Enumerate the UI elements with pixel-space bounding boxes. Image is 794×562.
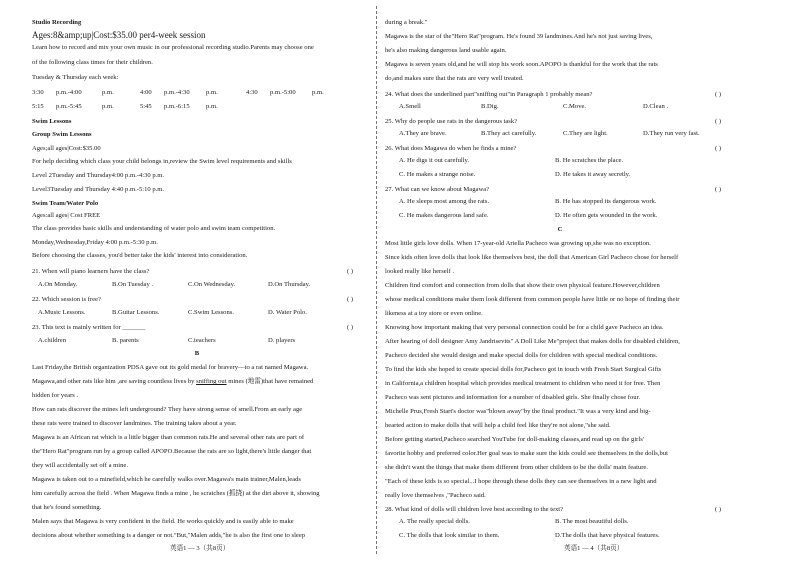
q26-option-c: C. He makes a strange noise. [399,171,476,178]
para-line: Knowing how important making that very personal connection could be for a child gave Pacheco an idea. [385,324,664,331]
para-line: decisions about whether something is a danger or not."But,"Malen adds,"he is also the first one to sleep [32,532,306,539]
q25-option-d: D.They run very fast. [643,130,700,137]
para-line: Tuesday & Thursday each week: [32,74,119,81]
q27-option-d: D. He often gets wounded in the work. [555,212,658,219]
question-21: 21. When will piano learners have the class? [32,268,150,275]
answer-bracket: ( ) [715,145,722,152]
para-line: they will accidentally set off a mine. [32,462,129,469]
para-line: Magawa is the star of the"Hero Rat"program. He's found 39 landmines.And he's not just saving lives, [385,33,653,40]
q22-option-b: B.Guitar Lessons. [112,309,160,316]
q26-option-d: D. He takes it away secretly. [555,171,631,178]
para-line: Learn how to record and mix your own music in our professional recording studio.Parents may choose one [32,44,314,51]
para-line: Last Friday,the British organization PDSA gave out its gold medal for bravery—to a rat named Magawa. [32,364,309,371]
question-23: 23. This text is mainly written for _______ [32,324,146,331]
question-25: 25. Why do people use rats in the dangerous task? [385,118,518,125]
answer-bracket: ( ) [347,296,354,303]
q22-option-c: C.Swim Lessons. [188,309,234,316]
question-26: 26. What does Magawa do when he finds a mine? [385,145,517,152]
para-line: she didn't want the things that make them different from other children to be the dolls' main feature. [385,464,648,471]
q23-option-b: B. parents [112,337,139,344]
para-line: "Each of these kids is so special...I hope through these dolls they can see themselves in a new light and [385,478,657,485]
section-title-studio-recording: Studio Recording [32,19,82,26]
answer-bracket: ( ) [715,91,722,98]
q21-option-a: A.On Monday. [38,281,78,288]
q28-option-b: B. The most beautiful dolls. [555,518,629,525]
para-line: Pacheco was sent pictures and information for a number of disabled girls. She finally chose four. [385,394,641,401]
para-line: Children find comfort and connection from dolls that show their own physical feature.However,children [385,282,660,289]
para-line: Malen says that Magawa is very confident in the field. He works quickly and is easily able to make [32,518,294,525]
para-line: favorite hobby and preferred color.Her goal was to make sure the kids could see themselves in the dolls,but [385,450,668,457]
underlined-phrase: sniffing out [196,378,227,385]
q24-option-c: C.Move. [563,103,587,110]
para-line: Level3Tuesday and Thursday 4:40 p.m.-5:10 p.m. [32,186,165,193]
section-title-group-swim: Group Swim Lessons [32,131,92,138]
column-divider [376,6,377,554]
para-line: the"Hero Rat"program run by a group called APOPO.Because the rats are so light,there's little danger that [32,448,312,455]
q27-option-c: C. He makes dangerous land safe. [399,212,489,219]
q22-option-d: D. Water Polo. [268,309,307,316]
para-line: Level 2Tuesday and Thursday4:00 p.m.-4:30 p.m. [32,172,165,179]
section-title-swim-lessons: Swim Lessons [32,118,72,125]
q28-option-c: C. The dolls that look similar to them. [399,532,500,539]
q22-option-a: A.Music Lessons. [38,309,86,316]
q25-option-c: C.They are light. [563,130,608,137]
q23-option-c: C.teachers [188,337,216,344]
para-line: in California,a children hospital which provides medical treatment to children who need it for free. Then [385,380,661,387]
section-label-c: C [557,226,563,233]
para-line: he's also making dangerous land usable again. [385,47,507,54]
answer-bracket: ( ) [347,324,354,331]
para-line: After hearing of doll designer Amy Jandrisevits" A Doll Like Me"project that makes dolls for disabled children, [385,338,680,345]
q24-option-a: A.Smell [399,103,421,110]
para-line: Magawa,and other rats like him ,are saving countless lives by sniffing out mines (地雷)that have remained [32,378,314,385]
answer-bracket: ( ) [715,186,722,193]
para-line: Pacheco decided she would design and make special dolls for children with special medical conditions. [385,352,658,359]
para-line: do,and makes sure that the rats are very well treated. [385,75,524,82]
q25-option-b: B.They act carefully. [481,130,537,137]
q28-option-a: A. The really special dolls. [399,518,470,525]
para-line: really love themselves ,"Pacheco said. [385,492,486,499]
q25-option-a: A.They are brave. [399,130,447,137]
question-27: 27. What can we know about Magawa? [385,186,490,193]
para-line: To find the kids she hoped to create special dolls for,Pacheco got in touch with Fresh Start Surgical Gifts [385,366,662,373]
para-line: Michelle Prus,Fresh Start's doctor was"blown away"by the final product."It was a very kind and big- [385,408,651,415]
page-footer-right: 英语1 — 4（共8页） [564,545,624,552]
question-22: 22. Which session is free? [32,296,101,303]
section-title-swim-team: Swim Team/Water Polo [32,200,99,207]
q23-option-d: D. players [268,337,296,344]
para-line: The class provides basic skills and understanding of water polo and swim team competition. [32,225,276,232]
q21-option-d: D.On Thursday. [268,281,311,288]
para-line: likeness at a toy store or even online. [385,310,483,317]
para-line: hearted action to make dolls that will help a child feel like they're not alone,"she said. [385,422,611,429]
answer-bracket: ( ) [715,506,722,513]
q26-option-a: A. He digs it out carefully. [399,157,470,164]
q24-option-b: B.Dig. [481,103,499,110]
question-28: 28. What kind of dolls will children love best according to the text? [385,506,564,513]
para-line: Ages;all ages|Cost:$35.00 [32,145,101,152]
para-line: Magawa is seven years old,and he will stop his work soon.APOPO is thankful for the work that the rats [385,61,658,68]
para-line: looked really like herself . [385,268,455,275]
para-line: Monday,Wednesday,Friday 4:00 p.m.-5:30 p.m. [32,239,158,246]
para-line: that he's found something. [32,504,102,511]
para-line: Before getting started,Pacheco searched YouTube for doll-making classes,and read up on the girls' [385,436,644,443]
q26-option-b: B. He scratches the place. [555,157,624,164]
studio-ages-cost: Ages:8&amp;up|Cost:$35.00 per4-week session [32,30,206,40]
para-line: of the following class times for their children. [32,59,153,66]
para-line: How can rats discover the mines left underground? They have strong sense of smell.From an early age [32,406,303,413]
q21-option-c: C.On Wednesday. [188,281,236,288]
para-line: Magawa is taken out to a minefield,which he carefully walks over.Magawa's main trainer,Malen,leads [32,476,301,483]
q27-option-b: B. He has stopped its dangerous work. [555,198,657,205]
q23-option-a: A.children [38,337,67,344]
answer-bracket: ( ) [347,268,354,275]
para-line: Most little girls love dolls. When 17-year-old Ariella Pacheco was growing up,she was no exception. [385,240,651,247]
para-line: Before choosing the classes, you'd better take the kids' interest into consideration. [32,252,248,259]
q27-option-a: A. He sleeps most among the rats. [399,198,490,205]
q21-option-b: B.On Tuesday . [112,281,154,288]
answer-bracket: ( ) [715,118,722,125]
para-line: For help deciding which class your child belongs in,review the Swim level requirements and skills [32,158,292,165]
question-24: 24. What does the underlined part"sniffing out"in Paragraph 1 probably mean? [385,91,593,98]
section-label-b: B [194,350,200,357]
para-line: Since kids often love dolls that look like themselves best, the doll that American Girl Pacheco chose for herself [385,254,679,261]
para-line: during a break." [385,19,428,26]
para-line: him carefully across the field . When Magawa finds a mine , he scratches (抓挠) at the dirt above it, showing [32,490,320,497]
q24-option-d: D.Clean . [643,103,669,110]
para-line: Ages:all ages| Cost FREE [32,212,101,219]
page-footer-left: 英语1 — 3（共8页） [170,545,230,552]
para-line: hidden for years . [32,392,79,399]
para-line: whose medical conditions make them look different from common people have little or no hope of finding their [385,296,680,303]
para-line: Magawa is an African rat which is a little bigger than common rats.He and several other rats are part of [32,434,305,441]
para-line: these rats were trained to discover landmines. The training takes about a year. [32,420,237,427]
q28-option-d: D.The dolls that have physical features. [555,532,660,539]
